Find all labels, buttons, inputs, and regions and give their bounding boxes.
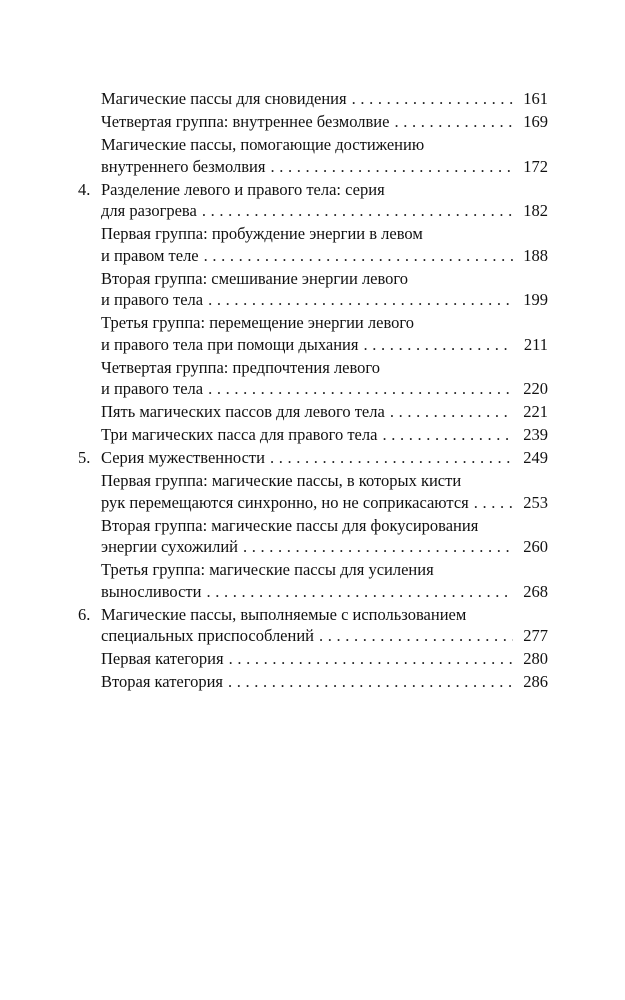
dot-leader: [229, 648, 513, 670]
chapter-number: 5.: [78, 448, 91, 467]
chapter-number: 4.: [78, 179, 91, 199]
entry-title-line: Вторая категория: [101, 672, 224, 691]
toc-subentry: [78, 559, 548, 602]
entry-title-line: Первая категория: [101, 649, 224, 668]
toc-subentry: [78, 515, 548, 558]
dot-leader: [390, 401, 513, 423]
page-number: 182: [523, 201, 548, 220]
page-number: 211: [523, 334, 548, 354]
toc-subentry: [78, 470, 548, 513]
page-number: 268: [523, 581, 548, 601]
entry-last-line: [101, 492, 548, 514]
toc-subentry: [78, 111, 548, 133]
page-number: 280: [523, 649, 548, 668]
entry-title-line: Вторая группа: магические пассы для фокусирования: [101, 515, 479, 535]
dot-leader: [206, 581, 513, 603]
dot-leader: [352, 88, 513, 110]
entry-title-line: Вторая группа: смешивание энергии левого: [101, 268, 409, 288]
entry-title-line: и правом теле: [101, 245, 199, 265]
toc-subentry: [78, 134, 548, 177]
toc-subentry: [78, 424, 548, 446]
entry-title-line: и правого тела: [101, 290, 204, 309]
toc-subentry: [78, 401, 548, 423]
entry-title-line: и правого тела: [101, 379, 204, 398]
entry-title-line: Магические пассы, выполняемые с использованием: [101, 604, 467, 624]
table-of-contents: [78, 88, 548, 694]
entry-last-line: [101, 424, 548, 446]
entry-last-line: [101, 378, 548, 400]
dot-leader: [394, 111, 513, 133]
dot-leader: [363, 334, 513, 356]
page-number: 221: [523, 402, 548, 421]
page-number: 239: [523, 425, 548, 444]
toc-chapter-entry: [78, 179, 548, 222]
toc-subentry: [78, 88, 548, 110]
entry-last-line: [101, 447, 548, 469]
page-number: 188: [523, 245, 548, 265]
entry-last-line: [101, 111, 548, 133]
entry-last-line: [101, 245, 548, 267]
entry-title-line: Магические пассы, помогающие достижению: [101, 135, 425, 154]
entry-last-line: [101, 289, 548, 311]
page-number: 286: [523, 672, 548, 691]
toc-chapter-entry: [78, 604, 548, 647]
dot-leader: [202, 200, 513, 222]
chapter-number: 6.: [78, 604, 91, 624]
entry-title-line: Магические пассы для сновидения: [101, 89, 347, 108]
toc-subentry: [78, 268, 548, 311]
dot-leader: [382, 424, 513, 446]
entry-title-line: специальных приспособлений: [101, 626, 314, 645]
page-number: 169: [523, 112, 548, 131]
entry-title-line: энергии сухожилий: [101, 537, 238, 556]
dot-leader: [208, 289, 513, 311]
dot-leader: [319, 625, 513, 647]
page-number: 260: [523, 537, 548, 556]
entry-title-line: Первая группа: пробуждение энергии в левом: [101, 224, 423, 243]
entry-title-line: для разогрева: [101, 201, 197, 220]
dot-leader: [474, 492, 513, 514]
entry-title-line: Четвертая группа: внутреннее безмолвие: [101, 112, 390, 131]
entry-title-line: рук перемещаются синхронно, но не соприкасаются: [101, 492, 469, 512]
entry-last-line: [101, 401, 548, 423]
entry-last-line: [101, 648, 548, 670]
dot-leader: [243, 536, 513, 558]
entry-title-line: Первая группа: магические пассы, в которых кисти: [101, 471, 462, 490]
entry-last-line: [101, 581, 548, 603]
entry-last-line: [101, 625, 548, 647]
entry-title-line: Третья группа: перемещение энергии левого: [101, 313, 414, 332]
page-number: 172: [523, 156, 548, 176]
entry-last-line: [101, 200, 548, 222]
entry-title-line: Пять магических пассов для левого тела: [101, 402, 385, 421]
entry-last-line: [101, 671, 548, 693]
entry-title-line: внутреннего безмолвия: [101, 156, 266, 176]
toc-subentry: [78, 648, 548, 670]
entry-last-line: [101, 334, 548, 356]
entry-last-line: [101, 536, 548, 558]
page-number: 161: [523, 89, 548, 108]
dot-leader: [270, 156, 513, 178]
page-number: 253: [523, 492, 548, 512]
dot-leader: [204, 245, 513, 267]
page-number: 199: [523, 290, 548, 309]
entry-title-line: Третья группа: магические пассы для усиления: [101, 560, 434, 579]
entry-title-line: Разделение левого и правого тела: серия: [101, 179, 385, 199]
entry-last-line: [101, 156, 548, 178]
toc-subentry: [78, 357, 548, 400]
entry-title-line: выносливости: [101, 581, 202, 601]
entry-last-line: [101, 88, 548, 110]
toc-subentry: [78, 312, 548, 355]
page-number: 277: [523, 626, 548, 645]
dot-leader: [228, 671, 513, 693]
entry-title-line: Серия мужественности: [101, 448, 265, 467]
page-number: 249: [523, 448, 548, 467]
entry-title-line: Четвертая группа: предпочтения левого: [101, 357, 381, 377]
dot-leader: [270, 447, 513, 469]
toc-subentry: [78, 671, 548, 693]
toc-chapter-entry: [78, 447, 548, 469]
page-number: 220: [523, 379, 548, 398]
toc-subentry: [78, 223, 548, 266]
dot-leader: [208, 378, 513, 400]
entry-title-line: Три магических пасса для правого тела: [101, 425, 378, 444]
entry-title-line: и правого тела при помощи дыхания: [101, 334, 359, 354]
